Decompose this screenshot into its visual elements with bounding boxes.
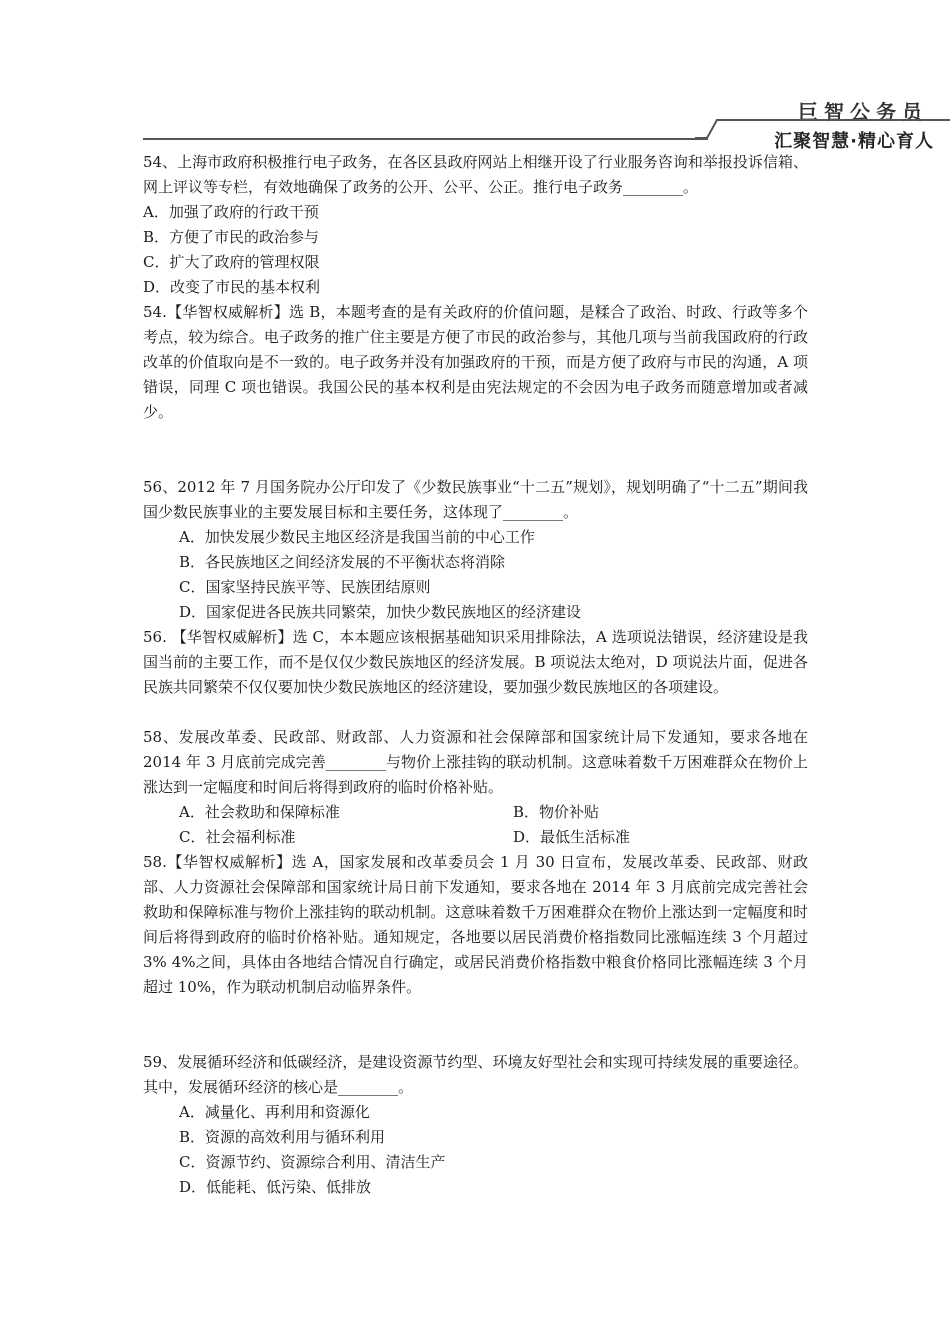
- question-59-option-b: B．资源的高效利用与循环利用: [179, 1128, 386, 1146]
- spacer: [143, 700, 808, 725]
- header-brand: 巨智公务员: [798, 100, 928, 124]
- question-58-option-d: D．最低生活标准: [513, 828, 631, 846]
- question-54-option-a: A．加强了政府的行政干预: [143, 203, 319, 221]
- question-59-stem: 59、发展循环经济和低碳经济，是建设资源节约型、环境友好型社会和实现可持续发展的重要途径。其中，发展循环经济的核心是________。: [143, 1053, 808, 1096]
- header-slogan: 汇聚智慧·精心育人: [774, 131, 934, 152]
- question-56-stem: 56、2012 年 7 月国务院办公厅印发了《少数民族事业“十二五”规划》，规划明确了“十二五”期间我国少数民族事业的主要发展目标和主要任务，这体现了________。: [143, 478, 808, 521]
- header-rule: [143, 138, 708, 140]
- question-54-option-d: D．改变了市民的基本权利: [143, 278, 321, 296]
- question-58-analysis: 58.【华智权威解析】选 A，国家发展和改革委员会 1 月 30 日宣布，发展改革委、民政部、财政部、人力资源社会保障部和国家统计局日前下发通知，要求各地在 2014 年 3 月底前完成完善社会救助和保障标准与物价上涨挂钩的联动机制。这意味着数千万困难群众在物价上涨达到一定幅度和时间后将得到政府的临时价格补贴。通知规定，各地要以居民消费价格指数同比涨幅连续 3 个月超过 3% 4%之间，具体由各地结合情况自行确定，或居民消费价格指数中粮食价格同比涨幅连续 3 个月超过 10%，作为联动机制启动临界条件。: [143, 853, 808, 996]
- spacer: [143, 425, 808, 475]
- question-58-option-a: A．社会救助和保障标准: [179, 803, 340, 821]
- question-58-stem: 58、发展改革委、民政部、财政部、人力资源和社会保障部和国家统计局下发通知，要求各地在 2014 年 3 月底前完成完善________与物价上涨挂钩的联动机制。这意味着数千万困难群众在物价上涨达到一定幅度和时间后将得到政府的临时价格补贴。: [143, 728, 808, 796]
- question-56-analysis: 56. 【华智权威解析】选 C，本本题应该根据基础知识采用排除法，A 选项说法错误，经济建设是我国当前的主要工作，而不是仅仅少数民族地区的经济发展。B 项说法太绝对，D 项说法片面，促进各民族共同繁荣不仅仅要加快少数民族地区的经济建设，要加强少数民族地区的各项建设。: [143, 628, 808, 696]
- question-59-option-a: A．减量化、再利用和资源化: [179, 1103, 370, 1121]
- question-56-option-c: C．国家坚持民族平等、民族团结原则: [179, 578, 431, 596]
- question-59-option-c: C．资源节约、资源综合利用、清洁生产: [179, 1153, 446, 1171]
- question-56-option-b: B．各民族地区之间经济发展的不平衡状态将消除: [179, 553, 506, 571]
- question-56-option-a: A．加快发展少数民主地区经济是我国当前的中心工作: [179, 528, 535, 546]
- spacer: [143, 1000, 808, 1050]
- question-58-option-c: C．社会福利标准: [179, 828, 296, 846]
- question-58-option-b: B．物价补贴: [513, 803, 600, 821]
- question-54-option-c: C．扩大了政府的管理权限: [143, 253, 320, 271]
- question-56-option-d: D．国家促进各民族共同繁荣，加快少数民族地区的经济建设: [179, 603, 582, 621]
- question-54-analysis: 54.【华智权威解析】选 B，本题考查的是有关政府的价值问题，是糅合了政治、时政、行政等多个考点，较为综合。电子政务的推广住主要是方便了市民的政治参与，其他几项与当前我国政府的行政改革的价值取向是不一致的。电子政务并没有加强政府的干预，而是方便了政府与市民的沟通，A 项错误，同理 C 项也错误。我国公民的基本权利是由宪法规定的不会因为电子政务而随意增加或者减少。: [143, 303, 808, 421]
- question-54-stem: 54、上海市政府积极推行电子政务，在各区县政府网站上相继开设了行业服务咨询和举报投诉信箱、网上评议等专栏，有效地确保了政务的公开、公平、公正。推行电子政务________。: [143, 153, 808, 196]
- document-body: [143, 150, 808, 1200]
- question-58-options-row-1: [143, 800, 808, 825]
- question-58-options-row-2: [143, 825, 808, 850]
- question-54-option-b: B．方便了市民的政治参与: [143, 228, 320, 246]
- question-59-option-d: D．低能耗、低污染、低排放: [179, 1178, 372, 1196]
